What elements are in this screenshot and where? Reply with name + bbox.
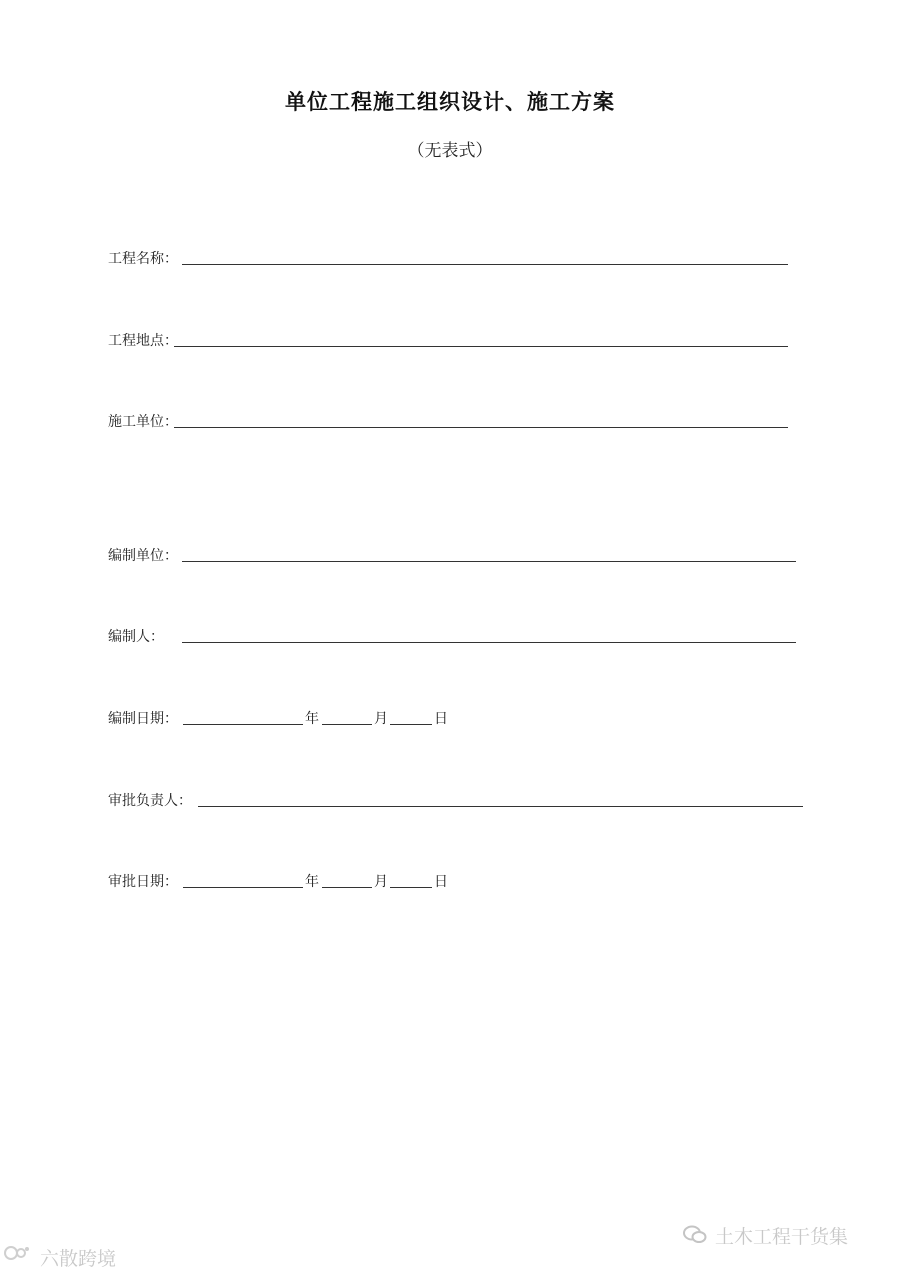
construction-unit-field [108,411,798,433]
approve-date-day-line[interactable] [390,887,432,888]
compile-date-year-unit: 年 [305,711,319,727]
compile-date-day-line[interactable] [390,724,432,725]
watermark-right: 土木工程干货集 [715,1226,849,1248]
compile-date-day-unit: 日 [434,711,448,727]
project-location-label: 工程地点： [108,333,178,349]
compiling-unit-line[interactable] [182,561,796,562]
approve-date-label: 审批日期： [108,874,178,890]
compile-date-label: 编制日期： [108,711,178,727]
approver-label: 审批负责人： [108,793,192,809]
compile-date-year-line[interactable] [183,724,303,725]
approve-date-month-line[interactable] [322,887,372,888]
document-subtitle: （无表式） [407,141,493,161]
approve-date-month-unit: 月 [374,874,388,890]
compiling-unit-field [108,545,798,567]
approve-date-field [108,871,508,893]
watermark-left: 六散跨境 [40,1248,117,1270]
project-name-line[interactable] [182,264,788,265]
approver-field [108,790,808,812]
project-name-field [108,248,798,270]
compile-date-field [108,708,508,730]
wechat-icon [682,1224,708,1244]
compiler-label: 编制人： [108,629,164,645]
approve-date-year-unit: 年 [305,874,319,890]
construction-unit-label: 施工单位： [108,414,178,430]
compiler-line[interactable] [182,642,796,643]
project-location-field [108,330,798,352]
document-title: 单位工程施工组织设计、施工方案 [285,90,615,114]
approver-line[interactable] [198,806,803,807]
construction-unit-line[interactable] [174,427,788,428]
compiling-unit-label: 编制单位： [108,548,178,564]
approve-date-day-unit: 日 [434,874,448,890]
project-location-line[interactable] [174,346,788,347]
compile-date-month-unit: 月 [374,711,388,727]
watermark-logo-icon [4,1243,30,1263]
compile-date-month-line[interactable] [322,724,372,725]
project-name-label: 工程名称： [108,251,178,267]
compiler-field [108,626,798,648]
approve-date-year-line[interactable] [183,887,303,888]
